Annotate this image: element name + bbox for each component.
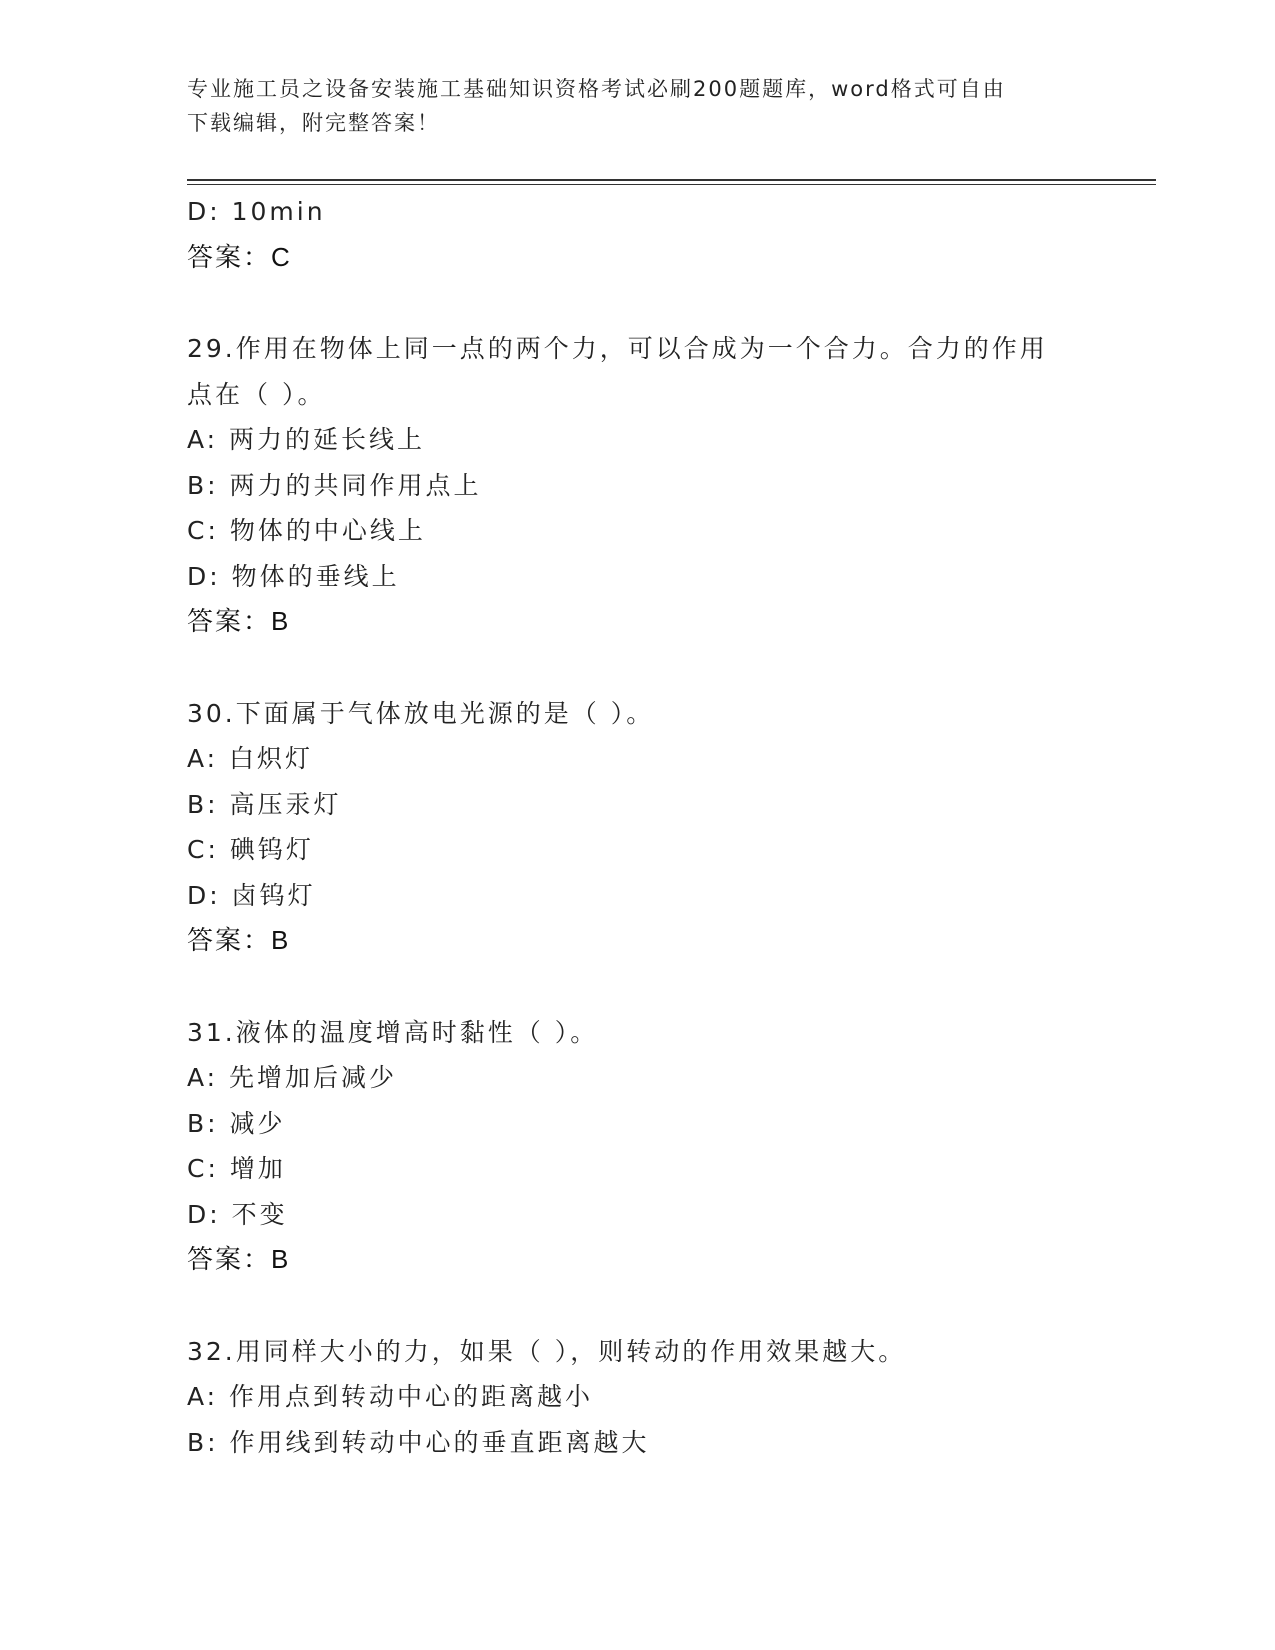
option-d: D: 不变 <box>187 1199 288 1229</box>
option-b: B: 高压汞灯 <box>187 789 342 819</box>
question-list <box>187 189 1087 1465</box>
question-30 <box>187 691 1087 964</box>
question-stem: 31.液体的温度增高时黏性（ ）。 <box>187 1017 599 1047</box>
option-c: C: 增加 <box>187 1154 286 1183</box>
answer-line: 答案：C <box>187 241 292 272</box>
question-31 <box>187 1010 1087 1283</box>
option-b: B: 作用线到转动中心的垂直距离越大 <box>187 1427 650 1457</box>
document-header <box>187 72 1087 140</box>
option-a: A: 两力的延长线上 <box>187 425 426 454</box>
question-stem: 29.作用在物体上同一点的两个力，可以合成为一个合力。合力的作用 <box>187 334 1048 363</box>
question-29 <box>187 326 1087 645</box>
question-stem-continued: 点在（ ）。 <box>187 379 326 409</box>
option-d: D: 卤钨灯 <box>187 880 316 910</box>
answer-line: 答案：B <box>187 925 291 955</box>
answer-line: 答案：B <box>187 606 291 636</box>
option-d: D: 物体的垂线上 <box>187 561 400 591</box>
answer-line: 答案：B <box>187 1244 291 1274</box>
option-c: C: 碘钨灯 <box>187 835 314 864</box>
header-divider-thick <box>187 179 1156 181</box>
option-c: C: 物体的中心线上 <box>187 516 426 545</box>
option-d: D: 10min <box>187 197 326 226</box>
option-a: A: 先增加后减少 <box>187 1063 398 1092</box>
previous-question-tail <box>187 189 1087 280</box>
question-32 <box>187 1329 1087 1466</box>
header-title-line-2: 下载编辑，附完整答案！ <box>187 111 440 135</box>
header-divider-thin <box>187 184 1156 185</box>
question-stem: 30.下面属于气体放电光源的是（ ）。 <box>187 698 655 728</box>
option-a: A: 白炽灯 <box>187 744 314 773</box>
option-a: A: 作用点到转动中心的距离越小 <box>187 1382 594 1411</box>
option-b: B: 减少 <box>187 1108 286 1138</box>
question-stem: 32.用同样大小的力，如果（ ），则转动的作用效果越大。 <box>187 1336 907 1366</box>
header-title-line-1: 专业施工员之设备安装施工基础知识资格考试必刷200题题库，word格式可自由 <box>187 77 1006 101</box>
option-b: B: 两力的共同作用点上 <box>187 470 482 500</box>
